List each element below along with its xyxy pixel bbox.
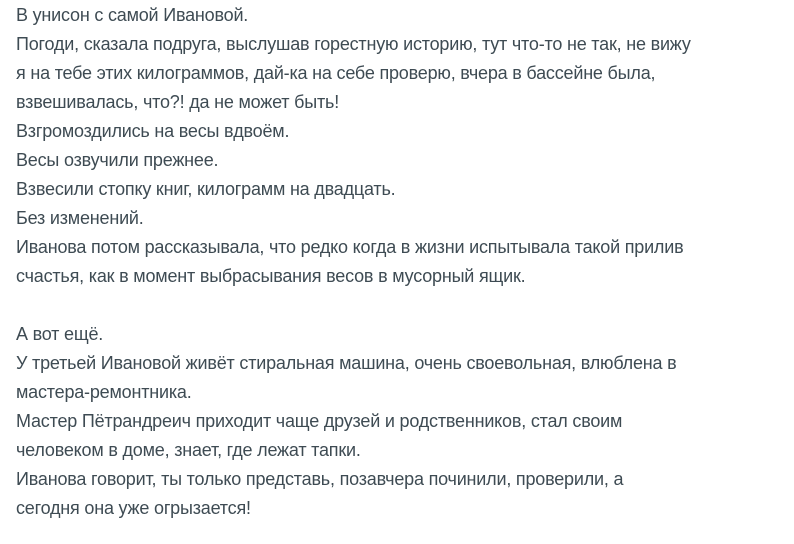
text-line: А вот ещё. [16, 324, 104, 344]
blank-line [16, 291, 778, 320]
text-line: Без изменений. [16, 208, 144, 228]
text-line: человеком в доме, знает, где лежат тапки. [16, 440, 361, 460]
text-line: взвешивалась, что?! да не может быть! [16, 92, 340, 112]
text-line: Весы озвучили прежнее. [16, 150, 219, 170]
text-line: Взгромоздились на весы вдвоём. [16, 121, 290, 141]
text-line: счастья, как в момент выбрасывания весов в мусорный ящик. [16, 266, 526, 286]
text-line: мастера-ремонтника. [16, 382, 192, 402]
text-line: сегодня она уже огрызается! [16, 498, 251, 518]
text-line: Погоди, сказала подруга, выслушав горестную историю, тут что-то не так, не вижу [16, 34, 691, 54]
text-line: Взвесили стопку книг, килограмм на двадцать. [16, 179, 396, 199]
text-line: Иванова говорит, ты только представь, позавчера починили, проверили, а [16, 469, 624, 489]
text-line: Иванова потом рассказывала, что редко когда в жизни испытывала такой прилив [16, 237, 684, 257]
text-line: У третьей Ивановой живёт стиральная машина, очень своевольная, влюблена в [16, 353, 677, 373]
text-line: я на тебе этих килограммов, дай-ка на себе проверю, вчера в бассейне была, [16, 63, 656, 83]
text-line: В унисон с самой Ивановой. [16, 5, 249, 25]
text-line: Мастер Пётрандреич приходит чаще друзей и родственников, стал своим [16, 411, 623, 431]
